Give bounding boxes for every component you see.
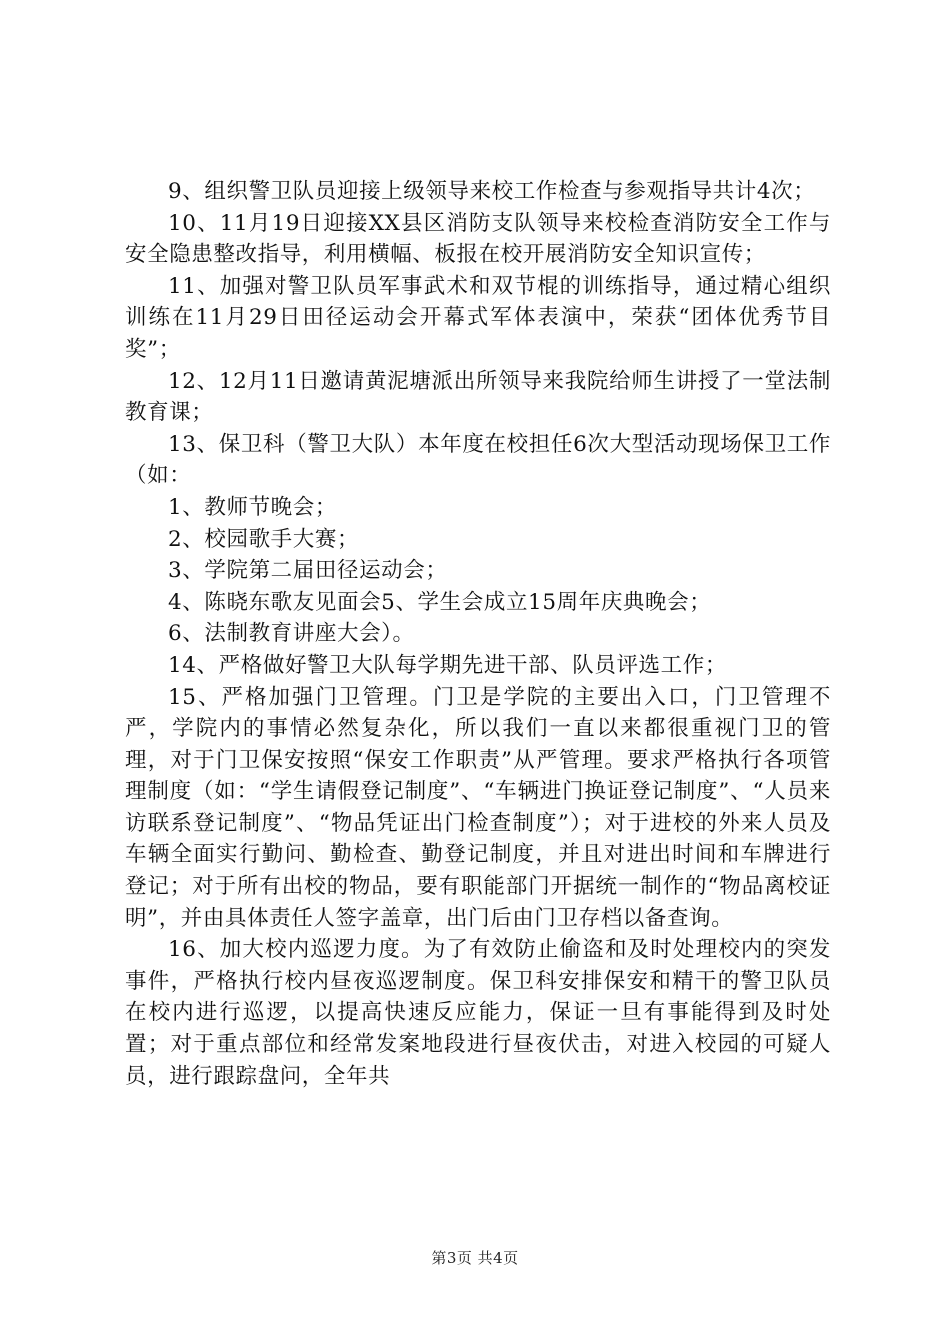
paragraph-subitem-4-5: 4、陈晓东歌友见面会5、学生会成立15周年庆典晚会； (168, 589, 712, 615)
paragraph-subitem-6: 6、法制教育讲座大会）。 (168, 621, 415, 647)
paragraph-item-13: 13、保卫科（警卫大队）本年度在校担任6次大型活动现场保卫工作（如： (125, 431, 831, 489)
paragraph-item-16: 16、加大校内巡逻力度。为了有效防止偷盗和及时处理校内的突发事件，严格执行校内昼夜巡逻制度。保卫科安排保安和精干的警卫队员在校内进行巡逻，以提高快速反应能力，保证一旦有事能得到及时处置；对于重点部位和经常发案地段进行昼夜伏击，对进入校园的可疑人员，进行跟踪盘问，全年共 (125, 937, 831, 1089)
paragraph-item-10: 10、11月19日迎接XX县区消防支队领导来校检查消防安全工作与安全隐患整改指导，利用横幅、板报在校开展消防安全知识宣传； (125, 210, 831, 268)
page-number-footer: 第3页 共4页 (431, 1249, 519, 1267)
paragraph-item-12: 12、12月11日邀请黄泥塘派出所领导来我院给师生讲授了一堂法制教育课； (125, 368, 831, 426)
document-body (125, 176, 831, 1092)
paragraph-subitem-2: 2、校园歌手大赛； (168, 526, 360, 552)
paragraph-item-14: 14、严格做好警卫大队每学期先进干部、队员评选工作； (168, 652, 727, 678)
paragraph-item-11: 11、加强对警卫队员军事武术和双节棍的训练指导，通过精心组织训练在11月29日田径运动会开幕式军体表演中，荣获“团体优秀节目奖”； (125, 273, 831, 362)
paragraph-item-15: 15、严格加强门卫管理。门卫是学院的主要出入口，门卫管理不严，学院内的事情必然复杂化，所以我们一直以来都很重视门卫的管理，对于门卫保安按照“保安工作职责”从严管理。要求严格执行各项管理制度（如：“学生请假登记制度”、“车辆进门换证登记制度”、“人员来访联系登记制度”、“物品凭证出门检查制度”）；对于进校的外来人员及车辆全面实行勤问、勤检查、勤登记制度，并且对进出时间和车牌进行登记；对于所有出校的物品，要有职能部门开据统一制作的“物品离校证明”，并由具体责任人签字盖章，出门后由门卫存档以备查询。 (125, 684, 831, 931)
paragraph-item-9: 9、组织警卫队员迎接上级领导来校工作检查与参观指导共计4次； (168, 179, 816, 204)
paragraph-subitem-1: 1、教师节晚会； (168, 494, 337, 520)
paragraph-subitem-3: 3、学院第二届田径运动会； (168, 558, 448, 584)
